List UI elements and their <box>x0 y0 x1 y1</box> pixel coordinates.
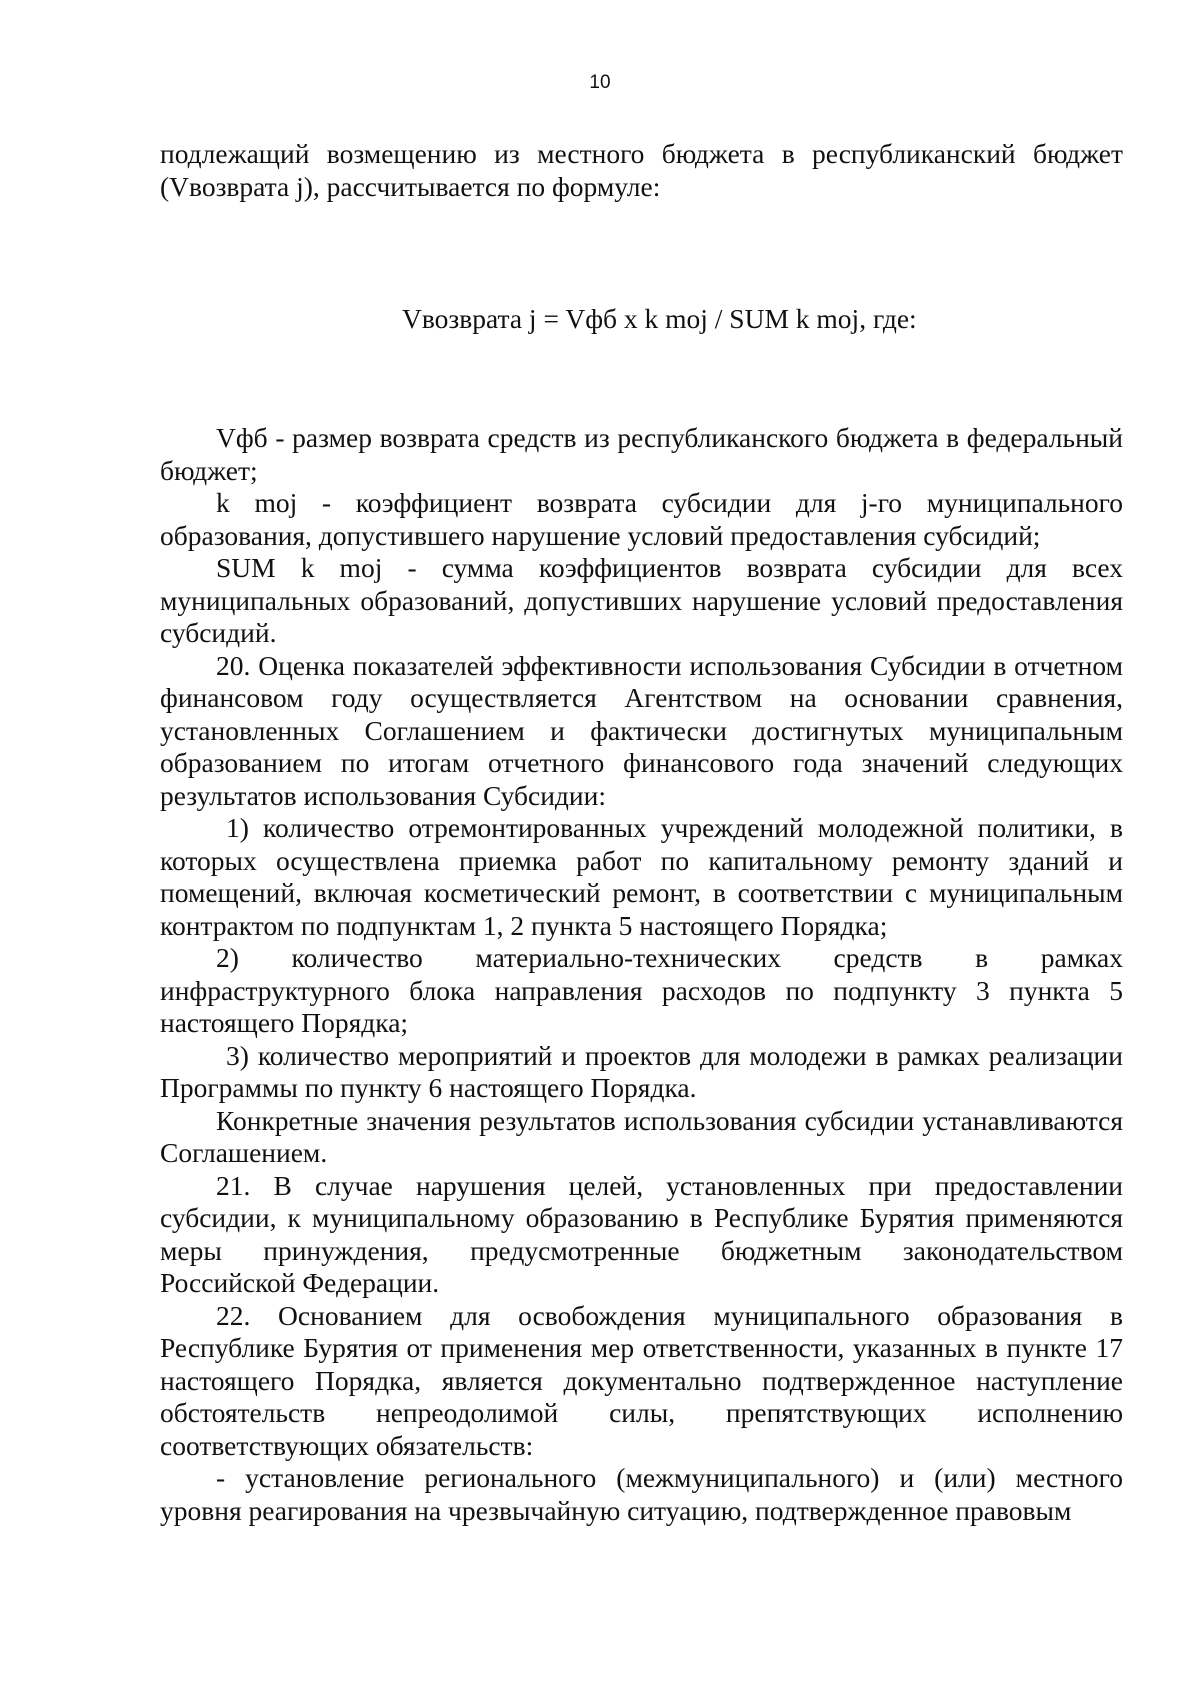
paragraph-21: 21. В случае нарушения целей, установленных при предоставлении субсидии, к муниципальному образованию в Республике Бурятия применяются меры принуждения, предусмотренные бюджетным законодательством Российской Федерации. <box>160 1169 1123 1298</box>
intro-section <box>160 138 1123 203</box>
page-number: 10 <box>589 72 611 93</box>
definition-sum-kmoj: SUM k moj - сумма коэффициентов возврата субсидии для всех муниципальных образований, допустивших нарушение условий предоставления субсидий. <box>160 552 1123 648</box>
list-item-2: 2) количество материально-технических средств в рамках инфраструктурного блока направления расходов по подпункту 3 пункта 5 настоящего Порядка; <box>160 942 1123 1038</box>
return-formula: Vвозврата j = Vфб x k moj / SUM k moj, где: <box>402 303 917 334</box>
definition-vfb: Vфб - размер возврата средств из республиканского бюджета в федеральный бюджет; <box>160 422 1123 486</box>
paragraph-specific-values: Конкретные значения результатов использования субсидии устанавливаются Соглашением. <box>160 1104 1123 1168</box>
intro-paragraph: подлежащий возмещению из местного бюджета в республиканский бюджет (Vвозврата j), рассчитывается по формуле: <box>160 138 1123 202</box>
document-body <box>160 422 1123 1527</box>
list-item-3: 3) количество мероприятий и проектов для молодежи в рамках реализации Программы по пункту 6 настоящего Порядка. <box>160 1039 1123 1103</box>
paragraph-emergency-response: - установление регионального (межмуниципального) и (или) местного уровня реагирования на чрезвычайную ситуацию, подтвержденное правовым <box>160 1462 1123 1526</box>
paragraph-22: 22. Основанием для освобождения муниципального образования в Республике Бурятия от применения мер ответственности, указанных в пункте 17 настоящего Порядка, является документально подтвержденное наступление обстоятельств непреодолимой силы, препятствующих исполнению соответствующих обязательств: <box>160 1299 1123 1461</box>
list-item-1: 1) количество отремонтированных учреждений молодежной политики, в которых осуществлена приемка работ по капитальному ремонту зданий и помещений, включая косметический ремонт, в соответствии с муниципальным контрактом по подпунктам 1, 2 пункта 5 настоящего Порядка; <box>160 812 1123 941</box>
definition-kmoj: k moj - коэффициент возврата субсидии для j-го муниципального образования, допустившего нарушение условий предоставления субсидий; <box>160 487 1123 551</box>
paragraph-20: 20. Оценка показателей эффективности использования Субсидии в отчетном финансовом году осуществляется Агентством на основании сравнения, установленных Соглашением и фактически достигнутых муниципальным образованием по итогам отчетного финансового года значений следующих результатов использования Субсидии: <box>160 649 1123 811</box>
